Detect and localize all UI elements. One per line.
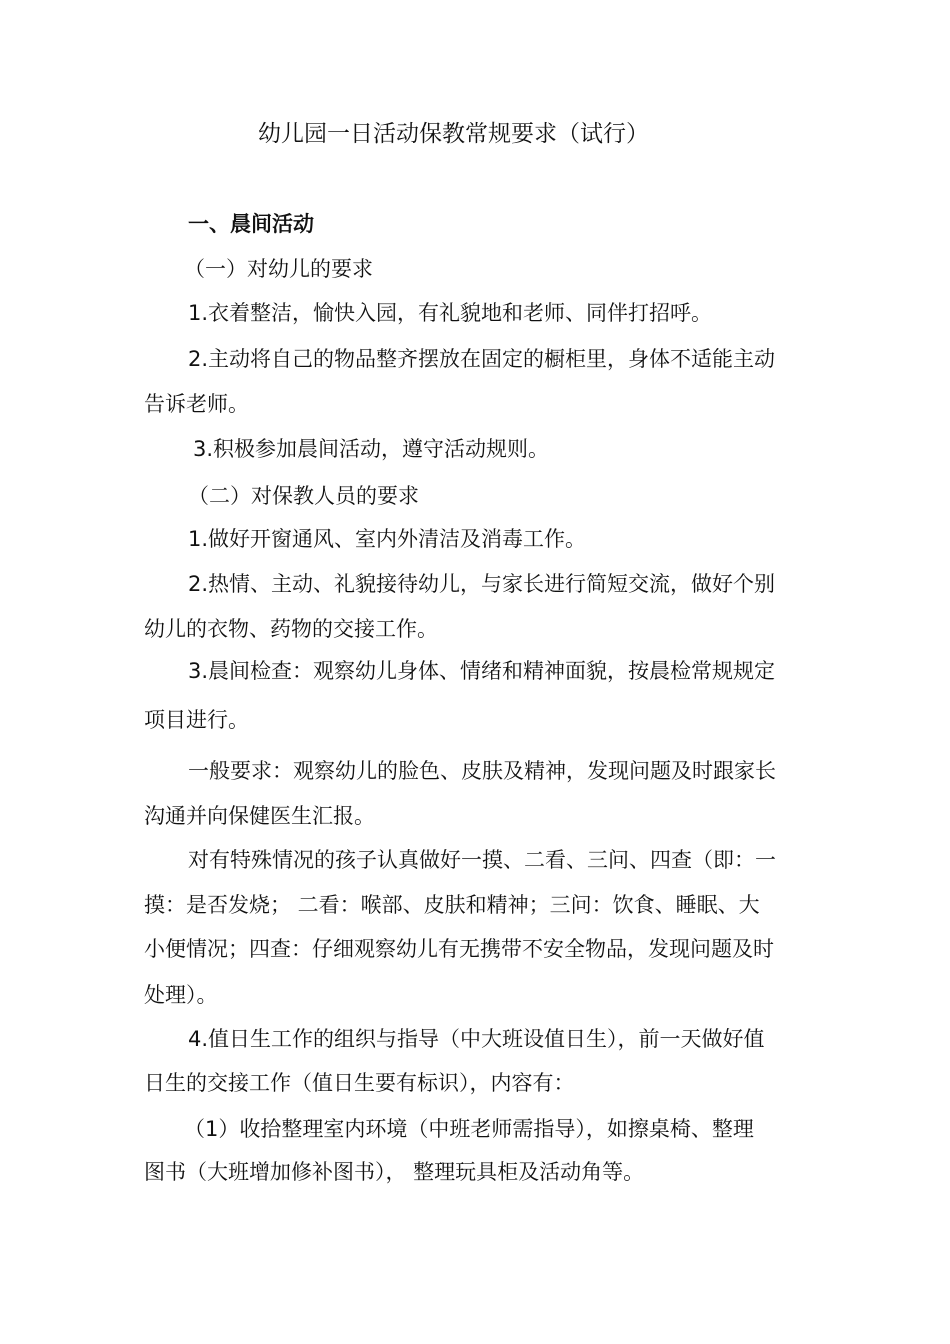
section-heading-morning-activities: 一、晨间活动	[188, 212, 314, 236]
paragraph-staff-item-4-sub-1-line-2: 图书（大班增加修补图书）， 整理玩具柜及活动角等。	[144, 1160, 645, 1184]
paragraph-children-item-3: 3.积极参加晨间活动，遵守活动规则。	[193, 437, 550, 461]
paragraph-staff-item-2-line-2: 幼儿的衣物、药物的交接工作。	[144, 617, 438, 641]
paragraph-staff-item-4-line-2: 日生的交接工作（值日生要有标识），内容有：	[144, 1071, 575, 1095]
paragraph-staff-item-4-line-1: 4.值日生工作的组织与指导（中大班设值日生），前一天做好值	[188, 1027, 765, 1051]
paragraph-staff-item-2-line-1: 2.热情、主动、礼貌接待幼儿，与家长进行简短交流，做好个别	[188, 572, 776, 596]
paragraph-general-requirement-line-1: 一般要求：观察幼儿的脸色、皮肤及精神，发现问题及时跟家长	[188, 759, 776, 783]
paragraph-staff-item-1: 1.做好开窗通风、室内外清洁及消毒工作。	[188, 527, 587, 551]
subsection-heading-children: （一）对幼儿的要求	[184, 257, 373, 281]
paragraph-special-cases-line-4: 处理）。	[144, 983, 218, 1007]
paragraph-children-item-1: 1.衣着整洁，愉快入园，有礼貌地和老师、同伴打招呼。	[188, 301, 713, 325]
subsection-heading-staff: （二）对保教人员的要求	[188, 484, 419, 508]
document-title: 幼儿园一日活动保教常规要求（试行）	[258, 121, 649, 147]
paragraph-staff-item-4-sub-1-line-1: （1）收拾整理室内环境（中班老师需指导），如擦桌椅、整理	[184, 1117, 754, 1141]
paragraph-staff-item-3-line-2: 项目进行。	[144, 708, 249, 732]
paragraph-special-cases-line-3: 小便情况；四查：仔细观察幼儿有无携带不安全物品，发现问题及时	[144, 937, 774, 961]
paragraph-special-cases-line-1: 对有特殊情况的孩子认真做好一摸、二看、三问、四查（即：一	[188, 848, 776, 872]
paragraph-general-requirement-line-2: 沟通并向保健医生汇报。	[144, 804, 375, 828]
paragraph-children-item-2-line-1: 2.主动将自己的物品整齐摆放在固定的橱柜里，身体不适能主动	[188, 347, 776, 371]
paragraph-staff-item-3-line-1: 3.晨间检查：观察幼儿身体、情绪和精神面貌，按晨检常规规定	[188, 659, 776, 683]
paragraph-special-cases-line-2: 摸：是否发烧； 二看：喉部、皮肤和精神；三问：饮食、睡眠、大	[144, 893, 760, 917]
paragraph-children-item-2-line-2: 告诉老师。	[144, 392, 249, 416]
